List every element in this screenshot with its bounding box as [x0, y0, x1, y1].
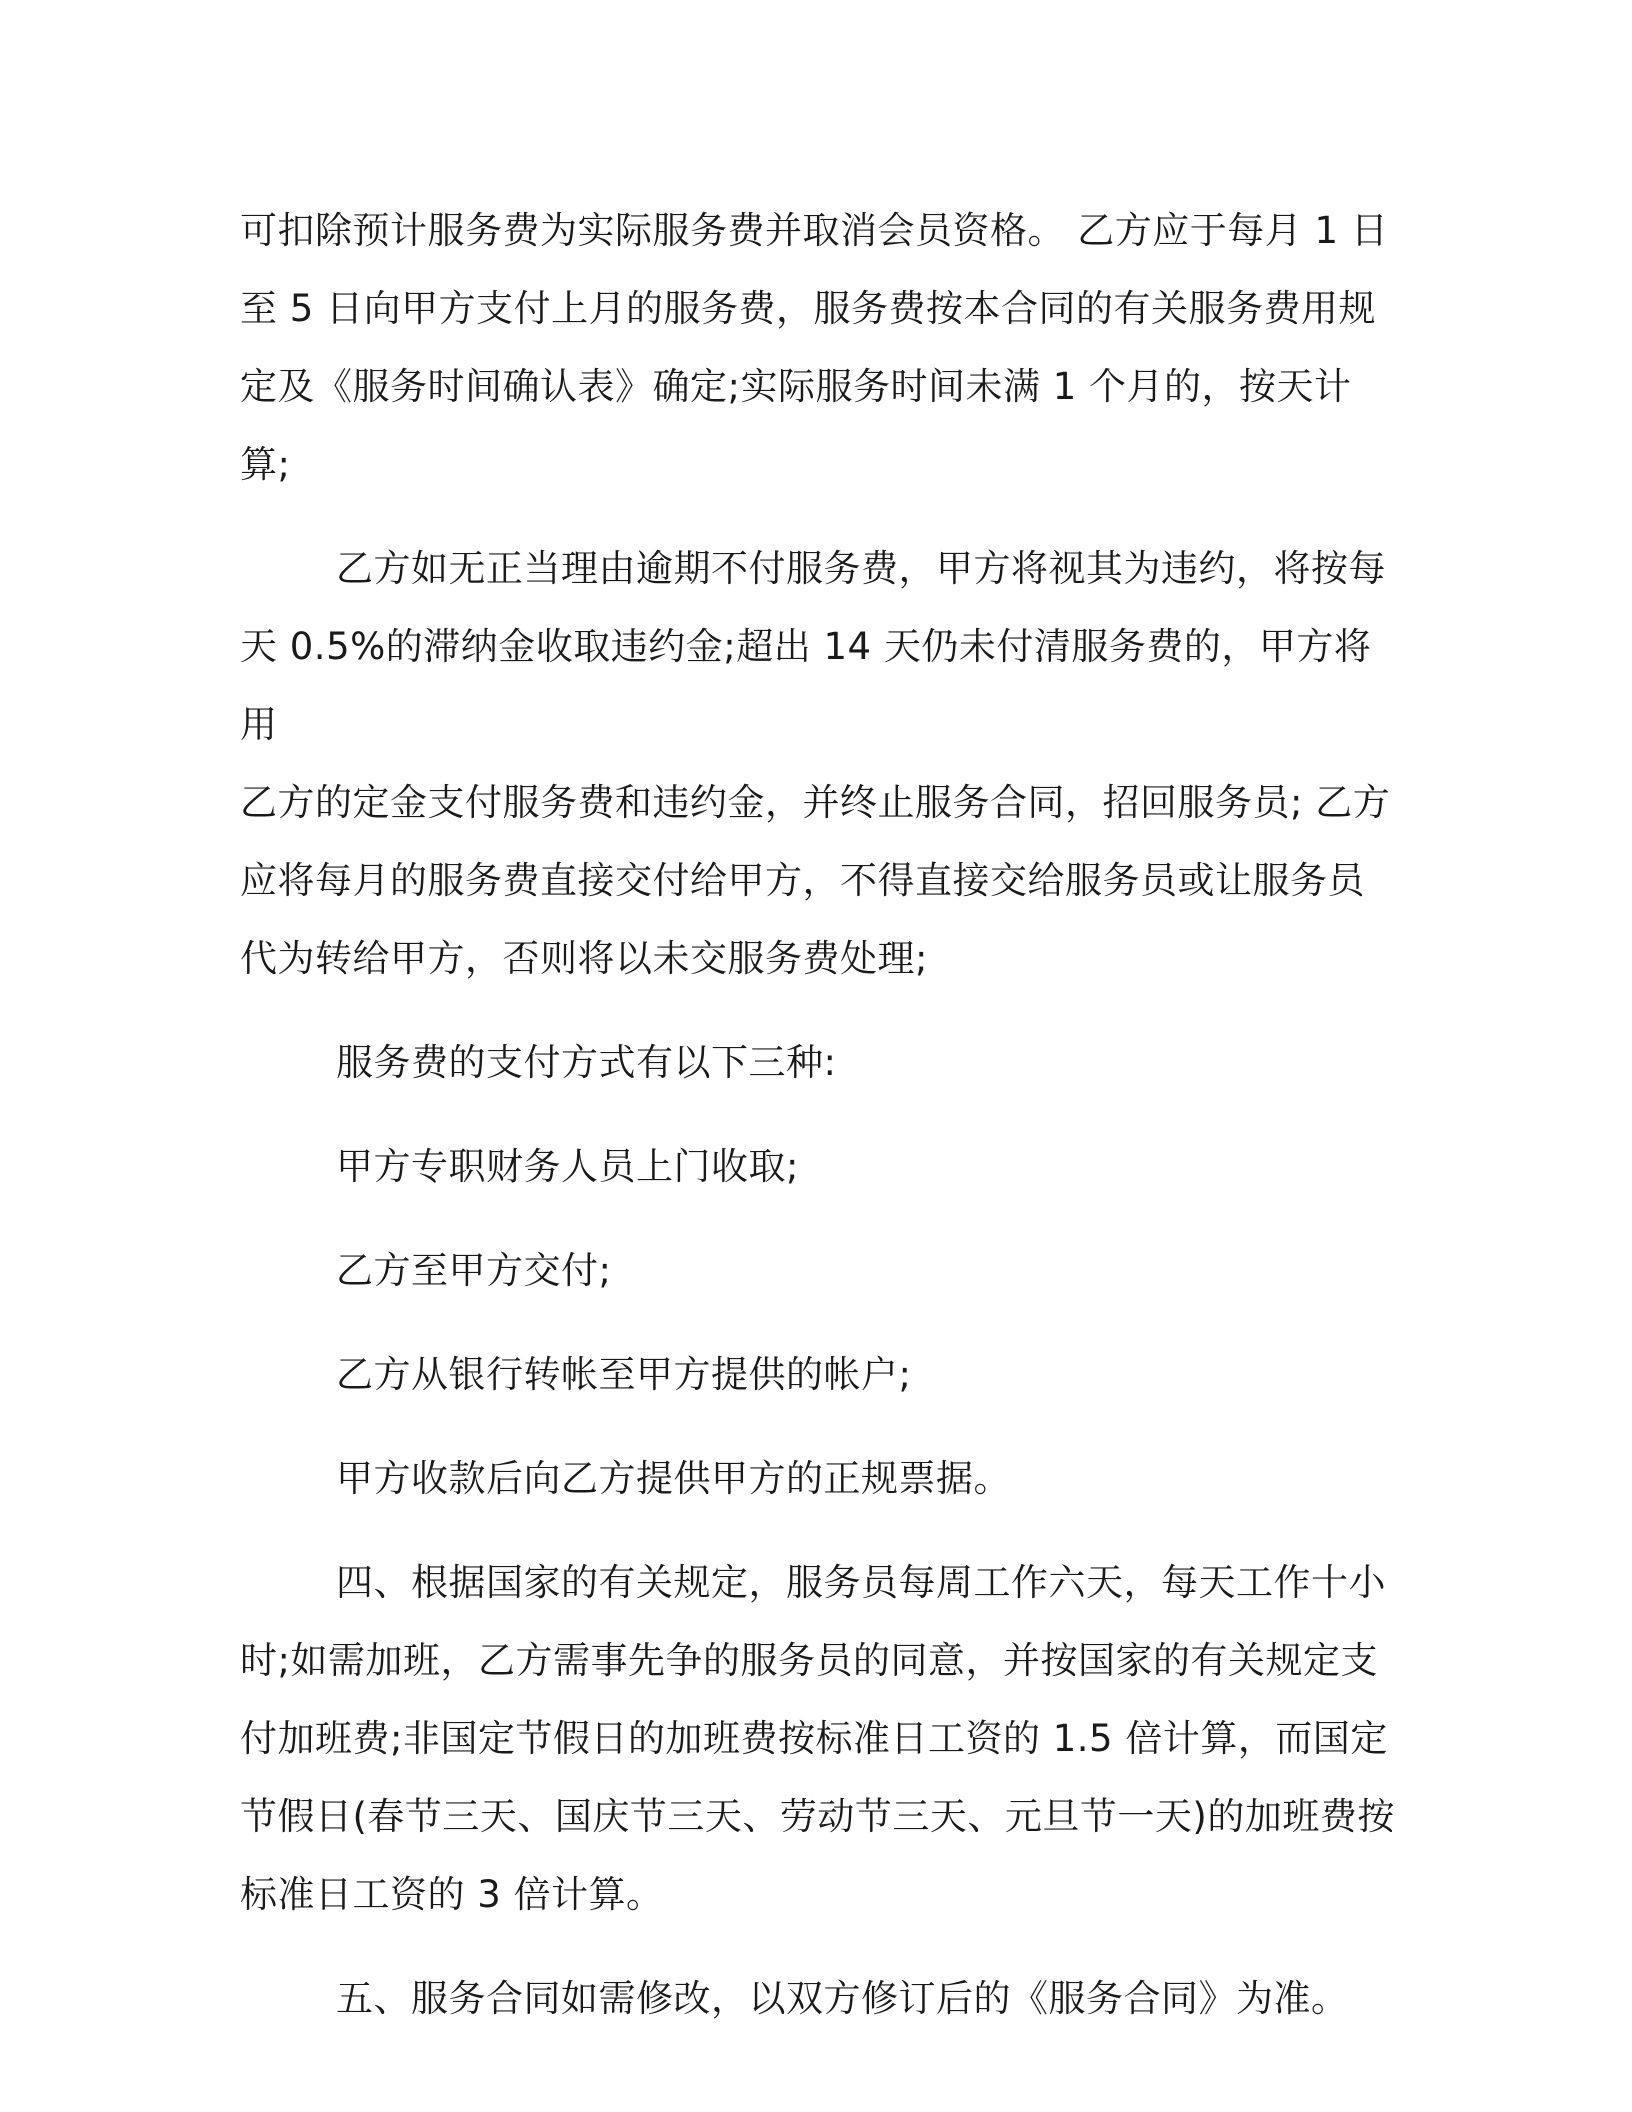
paragraph-section-five: 五、服务合同如需修改，以双方修订后的《服务合同》为准。 [336, 1977, 1349, 2020]
paragraph-late-payment: 乙方如无正当理由逾期不付服务费，甲方将视其为违约，将按每 天 0.5%的滞纳金收取违约金;超出 14 天仍未付清服务费的，甲方将用 乙方的定金支付服务费和违约金，并终止服务合同，招回服务员; 乙方 应将每月的服务费直接交付给甲方，不得直接交给服务员或让服务员 代为转给甲方，否则将以未交服务费处理; [240, 547, 1391, 980]
paragraph-section-four: 四、根据国家的有关规定，服务员每周工作六天，每天工作十小 时;如需加班，乙方需事先争的服务员的同意，并按国家的有关规定支 付加班费;非国定节假日的加班费按标准日工资的 1.5 倍计算，而国定 节假日(春节三天、国庆节三天、劳动节三天、元旦节一天)的加班费按 标准日工资的 3 倍计算。 [240, 1561, 1395, 1916]
document-page [240, 192, 1400, 2064]
paragraph-payment-method-2: 乙方至甲方交付; [336, 1249, 612, 1292]
paragraph-payment-method-1: 甲方专职财务人员上门收取; [336, 1145, 799, 1188]
paragraph-payment-method-3: 乙方从银行转帐至甲方提供的帐户; [336, 1353, 912, 1396]
paragraph-payment-terms: 可扣除预计服务费为实际服务费并取消会员资格。 乙方应于每月 1 日 至 5 日向甲方支付上月的服务费，服务费按本合同的有关服务费用规 定及《服务时间确认表》确定;实际服务时间未满 1 个月的，按天计算; [240, 209, 1389, 486]
paragraph-payment-methods-intro: 服务费的支付方式有以下三种: [336, 1041, 837, 1084]
paragraph-receipt: 甲方收款后向乙方提供甲方的正规票据。 [336, 1457, 1011, 1500]
